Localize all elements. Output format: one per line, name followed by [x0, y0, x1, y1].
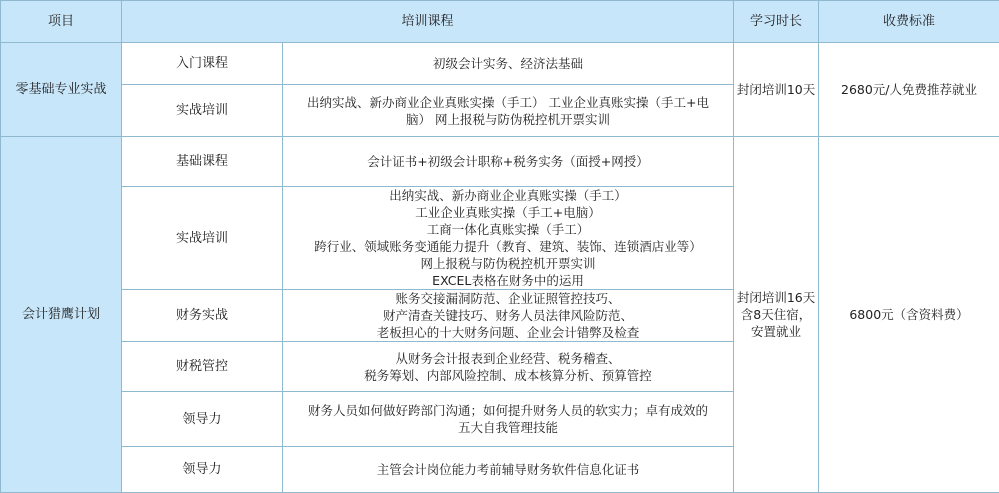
course-name-cell: 入门课程 [122, 43, 283, 85]
course-detail-cell [283, 187, 734, 290]
course-name-cell: 财税管控 [122, 342, 283, 392]
course-name-cell: 领导力 [122, 447, 283, 493]
fee-cell: 2680元/人免费推荐就业 [819, 43, 999, 137]
table-row [1, 43, 999, 85]
category-cell: 零基础专业实战 [1, 43, 122, 137]
fee-cell: 6800元（含资料费） [819, 137, 999, 493]
course-detail-cell [283, 43, 734, 85]
detail-line: 财务人员如何做好跨部门沟通；如何提升财务人员的软实力；卓有成效的 [285, 402, 731, 419]
table-row [1, 137, 999, 187]
course-name-cell: 领导力 [122, 392, 283, 447]
header-row [1, 1, 999, 43]
course-name-cell: 实战培训 [122, 85, 283, 137]
header-fee: 收费标准 [819, 1, 999, 43]
detail-line: 财产清查关键技巧、财务人员法律风险防范、 [285, 307, 731, 324]
header-project: 项目 [1, 1, 122, 43]
detail-line: 跨行业、领域账务变通能力提升（教育、建筑、装饰、连锁酒店业等） [285, 238, 731, 255]
category-cell: 会计猎鹰计划 [1, 137, 122, 493]
header-duration: 学习时长 [734, 1, 819, 43]
duration-cell: 封闭培训16天含8天住宿，安置就业 [734, 137, 819, 493]
detail-line: 主管会计岗位能力考前辅导财务软件信息化证书 [285, 461, 731, 478]
detail-line: 网上报税与防伪税控机开票实训 [285, 255, 731, 272]
course-detail-cell [283, 392, 734, 447]
detail-line: 老板担心的十大财务问题、企业会计错弊及检查 [285, 324, 731, 341]
header-course: 培训课程 [122, 1, 734, 43]
course-detail-cell [283, 290, 734, 342]
detail-line: 脑） 网上报税与防伪税控机开票实训 [285, 111, 731, 128]
duration-cell: 封闭培训10天 [734, 43, 819, 137]
detail-line: 工业企业真账实操（手工+电脑） [285, 204, 731, 221]
detail-line: 从财务会计报表到企业经营、税务稽查、 [285, 350, 731, 367]
detail-line: 工商一体化真账实操（手工） [285, 221, 731, 238]
course-name-cell: 实战培训 [122, 187, 283, 290]
course-detail-cell [283, 342, 734, 392]
course-name-cell: 基础课程 [122, 137, 283, 187]
course-name-cell: 财务实战 [122, 290, 283, 342]
detail-line: 出纳实战、新办商业企业真账实操（手工） [285, 187, 731, 204]
course-detail-cell [283, 447, 734, 493]
detail-line: 会计证书+初级会计职称+税务实务（面授+网授） [285, 153, 731, 170]
course-detail-cell [283, 85, 734, 137]
course-detail-cell [283, 137, 734, 187]
detail-line: 五大自我管理技能 [285, 419, 731, 436]
detail-line: 账务交接漏洞防范、企业证照管控技巧、 [285, 290, 731, 307]
detail-line: 税务筹划、内部风险控制、成本核算分析、预算管控 [285, 367, 731, 384]
detail-line: 出纳实战、新办商业企业真账实操（手工） 工业企业真账实操（手工+电 [285, 94, 731, 111]
detail-line: 初级会计实务、经济法基础 [285, 55, 731, 72]
detail-line: EXCEL表格在财务中的运用 [285, 272, 731, 289]
